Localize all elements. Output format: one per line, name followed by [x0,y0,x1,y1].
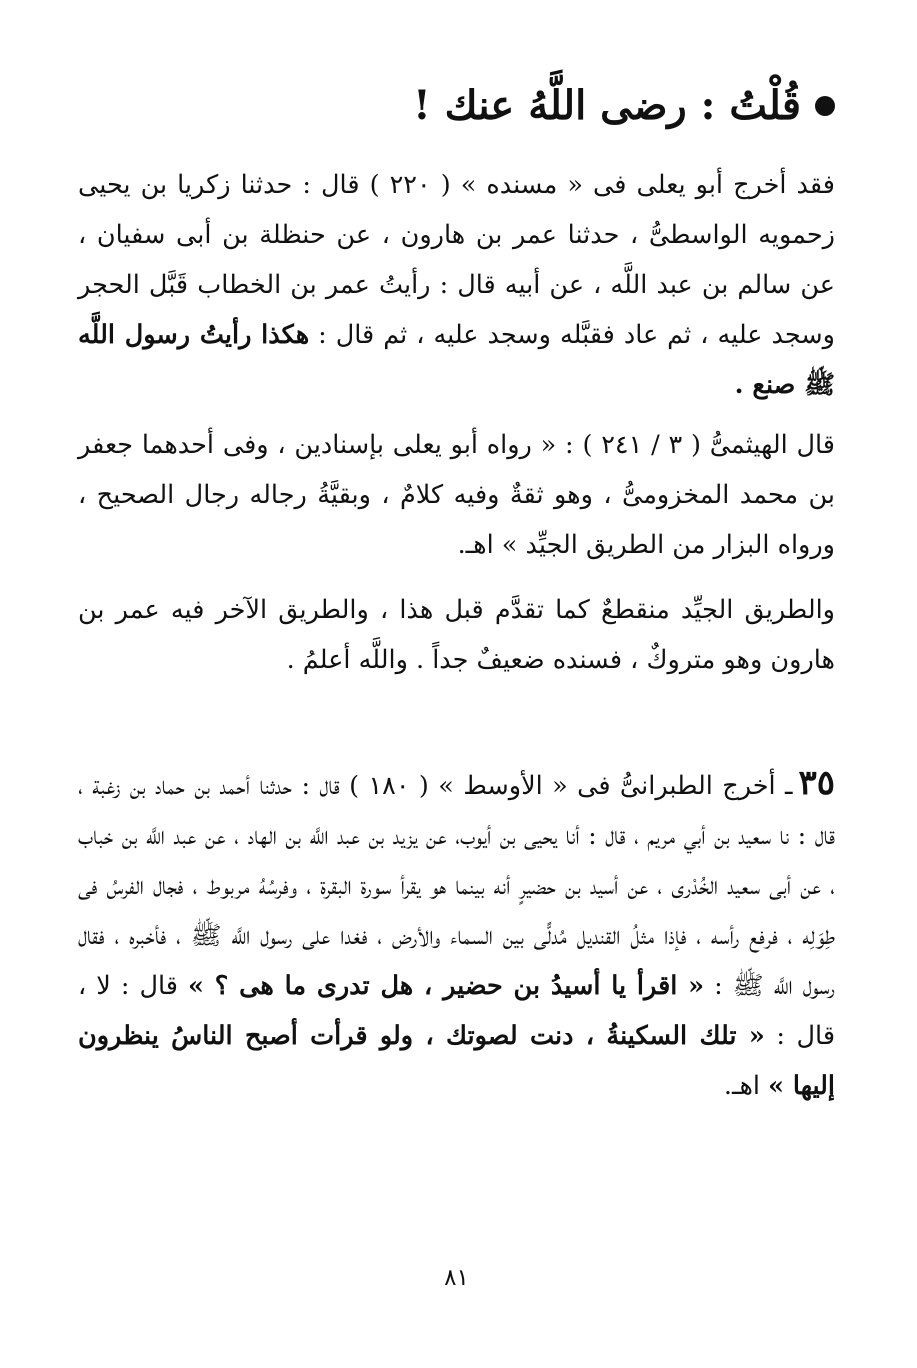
paragraph-text: فقد أخرج أبو يعلى فى « مسنده » ( ٢٢٠ ) قال : حدثنا زكريا بن يحيى زحمويه الواسطىُّ ، حدثنا عمر بن هارون ، عن حنظلة بن أبى سفيان ، عن سالم بن عبد اللَّه ، عن أبيه قال : رأيتُ عمر بن الخطاب قَبَّل الحجر وسجد عليه ، ثم عاد فقبَّله وسجد عليه ، ثم قال : [78,170,835,350]
paragraph-text: ـ أخرج الطبرانىُّ فى « الأوسط » ( ١٨٠ ) قال : حدثنا أحمد بن حماد بن زغبة ، قال : نا سعيد بن أبي مريم ، قال : أنا يحيى بن أيوب، عن يزيد بن عبد اللَّه بن الهاد ، عن عبد اللَّه بن خباب ، عن أبى سعيد الخُدْرى ، عن أسيد بن حضيرٍ أنه بينما هو يقرأ سورة البقرة ، وفرسُهُ مربوط ، فجال الفرسُ فى طِوَلِه ، فرفع رأسه ، فإذا مثلُ القنديل مُدلًّى بين السماء والأرض ، فغدا على رسول اللَّه ﷺ ، فأخبره ، فقال رسول اللَّه ﷺ : [78,771,835,1001]
paragraph-text: قال الهيثمىُّ ( ٣ / ٢٤١ ) : « رواه أبو يعلى بإسنادين ، وفى أحدهما جعفر بن محمد المخزومىُّ ، وهو ثقةٌ وفيه كلامٌ ، وبقيَّةُ رجاله رجال الصحيح ، ورواه البزار من الطريق الجيِّد » اهـ. [78,430,835,560]
paragraph-text: والطريق الجيِّد منقطعٌ كما تقدَّم قبل هذا ، والطريق الآخر فيه عمر بن هارون وهو متروكٌ ، فسنده ضعيفٌ جداً . واللَّه أعلمُ . [78,595,835,675]
paragraph-text-end: اهـ. [723,1071,769,1101]
hadith-quote: هكذا رأيتُ رسول اللَّه ﷺ صنع . [78,320,835,400]
hadith-quote-2: « تلك السكينةُ ، دنت لصوتك ، ولو قرأت أصبح الناسُ ينظرون إليها » [78,1021,835,1101]
hadith-quote: « اقرأ يا أسيدُ بن حضير ، هل تدرى ما هى ؟ » [188,971,705,1001]
hadith-number: ٣٥ [798,763,835,803]
bullet-icon [815,96,835,116]
paragraph-chain-grading [78,585,835,685]
section-heading [78,76,835,136]
paragraph-hadith-35 [78,758,835,1111]
page-number: ٨١ [444,1265,469,1291]
heading-text: قُلْتُ : رضى اللَّهُ عنك ! [413,82,801,129]
paragraph-text-mid: قال : لا ، قال : [78,971,836,1051]
book-page [78,0,835,1368]
paragraph-haythami [78,420,835,570]
paragraph-abu-yala [78,160,835,410]
